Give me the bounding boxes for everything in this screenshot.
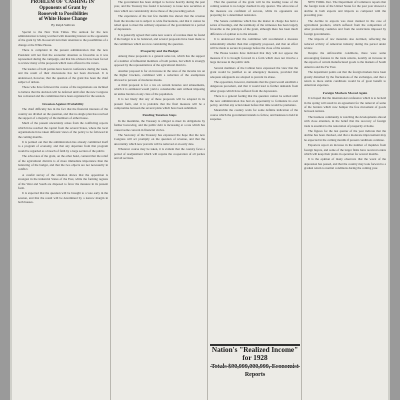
article-paragraph: The figures for the last quarter of the year indicate that the decline has been checked, and that a moderate improvement may be expected in the coming months if present conditions continue. [304,128,386,142]
column-2 [114,0,205,161]
bottom-headline-line2: Reports [244,372,266,379]
byline: By Ralph Sullivan [51,23,75,28]
article-paragraph: The Senate committee which has the matter in charge has held a series of hearings, and the testimony of the witnesses has been largely favorable to the principle of the grant, although there has been much difference of opinion as to the amount. [210,18,298,36]
article-paragraph: It is not likely that any of these proposals will be adopted in its present form, and it is probable that the final measure will be a compromise between the several plans which have been submitted. [114,97,205,110]
article-paragraph: Among these proposals is a general sales tax, which has the support of a number of influential members of both parties, but which is strongly opposed by the representatives of the agricultural districts. [114,54,205,68]
article-paragraph: A third proposal is for a tax on certain luxuries and amusements, which it is estimated would yield a considerable sum without imposing an undue burden on any class of the population. [114,82,205,96]
section-subhead: Foreign Markets Moved Again [322,90,368,95]
article-paragraph: The imports of raw materials also declined, reflecting the reduced activity of American industry during the period under review. [304,37,386,51]
section-subhead: Invasion Against Probability [42,101,84,106]
column-1 [18,0,108,206]
column-rule [207,0,208,400]
headline-line: Opponents of Grant by [39,5,87,11]
headline-underline [210,366,300,367]
article-paragraph: That the question of the grant will be the leading issue of the coming session is no longer doubted in any quarter. The advocates of the measure are confident of success, while its opponents are preparing for a determined resistance. [210,0,298,18]
article-paragraph: It is understood that the committee will recommend a measure substantially smaller than that originally proposed, and that an effort will be made to secure its passage before the close of the session. [210,37,298,51]
article-paragraph: The experience of the last few months has shown that the revenue from the income tax is subject to wide fluctuations, and that it cannot be relied upon to meet the ordinary expenses of the government in a period of depression. [114,14,205,32]
article-paragraph: There is complaint in the present administration that the new President will not find the economic situation as favorable as it was represented during the campaign, and that his advisers have been forced to review many of the proposals which were offered to the voters. [18,48,108,66]
article-paragraph: Several members of the Cabinet have expressed the view that the grant would be justified as an emergency measure, provided that adequate safeguards are adopted to prevent its abuse. [210,65,298,79]
article-paragraph: The chief difficulty lies in the fact that the financial interests of the country are divided on the question, and that no single plan has received the support of a majority of the members of either house. [18,107,108,120]
article-paragraph: Whatever course may be taken, it is evident that the country faces a period of readjustment which will require the cooperation of all parties and all sections. [114,147,205,160]
column-4 [304,0,386,172]
bottom-headline [209,346,301,380]
headline-line: PROBLEM OF 'CASHING IN' [30,0,96,5]
article-paragraph: Much of the present uncertainty arises from the conflicting reports which have reached the capital from the several States, where the local organizations have taken different views of the policy to be followed in the coming months. [18,121,108,139]
article-paragraph: The decline in exports was most marked in the case of agricultural products, which suffered from the competition of other producing countries and from the restrictions imposed by foreign governments. [304,18,386,36]
article-paragraph: It is generally agreed that some new source of revenue must be found if the budget is to be balanced, and several proposals have been made to the committees which are now considering the question. [114,32,205,46]
section-subhead: Prosperity and the Budget [140,49,179,54]
article-paragraph: NEW YORK. Dec. The Department of Commerce reports that the foreign trade of the United States for the past year showed a decline in both exports and imports as compared with the preceding year. [304,0,386,18]
article-paragraph: In the meantime, the Treasury is obliged to meet its obligations by further borrowing, and the public debt is increasing at a rate which has caused some concern in financial circles. [114,118,205,132]
article-paragraph: Another proposal is for an increase in the rates of the income tax on the higher brackets, combined with a reduction of the exemptions allowed to persons of moderate means. [114,68,205,82]
section-subhead: Pending Taxation Steps [142,113,177,118]
article-paragraph: There is a general feeling that the question cannot be settled until the new administration has had an opportunity to formulate its own policy, and that any action taken before that time would be premature. [210,94,298,107]
article-paragraph: It is the opinion of many observers that the worst of the depression has passed, and that the country may look forward to a gradual return to normal conditions during the coming year. [304,157,386,171]
article-paragraph: It is expected that the question will be brought to a vote early in the session, and that the result will be determined by a narrow margin in both houses. [18,191,108,205]
article-paragraph: Those who have followed the course of the negotiations are inclined to believe that the decision will be deferred until after the new Congress has convened and the committees have been organized for the session. [18,85,108,99]
column-3 [210,0,298,336]
headline-line: Roosevelt to Possibilities [37,11,89,17]
article-paragraph: The department points out that the foreign markets have been greatly disturbed by the fluctuations of the exchanges, and that a return to more stable conditions would be of great benefit to American exporters. [304,70,386,88]
article-paragraph: The Secretary of the Treasury has expressed the hope that the new Congress will act promptly on the question of revenue, and that the uncertainty which now prevails will be removed at an early date. [114,132,205,146]
article-paragraph: Exporters report an increase in the number of inquiries from foreign buyers, and some of the larger firms have received orders which will keep their plants in operation for several months. [304,143,386,156]
column-rule [301,0,302,400]
newspaper-page [10,0,390,400]
article-paragraph: The leaders of both parties have been in conference during the week, and the result of their discussions has not been disclosed. It is understood, however, that the question of the grant has been the chief subject of debate. [18,66,108,85]
bottom-headline-line1: Nation's "Realized Income" for 1928 [211,346,299,363]
article-paragraph: It is pointed out that the administration has already committed itself to a program of economy, and that any departure from that program would be regarded as a breach of faith by a large section of the public. [18,139,108,153]
article-paragraph: Despite the unfavorable conditions, there were some encouraging features in the trade returns, notably an increase in the exports of certain manufactured goods to the markets of South America and the Far East. [304,51,386,69]
article-paragraph: The opposition, however, maintains that the grant would establish a dangerous precedent, and that it would lead to further demands from other groups which have suffered from the depression. [210,79,298,93]
article-paragraph: The government has been obliged to borrow heavily during the past year, and the Treasury has found it necessary to issue new securities at rates which are considerably above those of the preceding period. [114,0,205,13]
column-rule [110,0,111,400]
page-edge-right [388,0,390,400]
article-paragraph: Special to the New York Times. The outlook for the new administration is being watched with mounting interest as the opponents of the grant by Mr. Roosevelt turn their attention to the possibilities of a change at the White House. [18,29,108,47]
headline-line: of White House Change [38,17,88,23]
article-paragraph: The House leaders have indicated that they will not oppose the measure if it is brought forward in a form which does not involve a large increase in the public debt. [210,51,298,65]
article-paragraph: A careful survey of the situation shows that the opposition is strongest in the industrial States of the East, while the farming regions of the West and South are disposed to favor the measure in its present form. [18,172,108,190]
article-paragraph: It is hoped that the international conference which is to be held in the spring will result in an agreement for the removal of some of the barriers which now hamper the free movement of goods between nations. [304,96,386,114]
article-paragraph: The business community is watching the developments abroad with close attention, in the belief that the recovery of foreign trade is essential to the restoration of prosperity at home. [304,114,386,128]
page-edge-left [10,0,12,400]
article-paragraph: The advocates of the grant, on the other hand, contend that the relief of the agricultural districts is of more immediate importance than the balancing of the budget, and that the two objects are not necessarily in conflict. [18,154,108,172]
article-paragraph: Meanwhile the country waits for some definite indication of the course which the government intends to follow, and business is held in suspense. [210,108,298,122]
